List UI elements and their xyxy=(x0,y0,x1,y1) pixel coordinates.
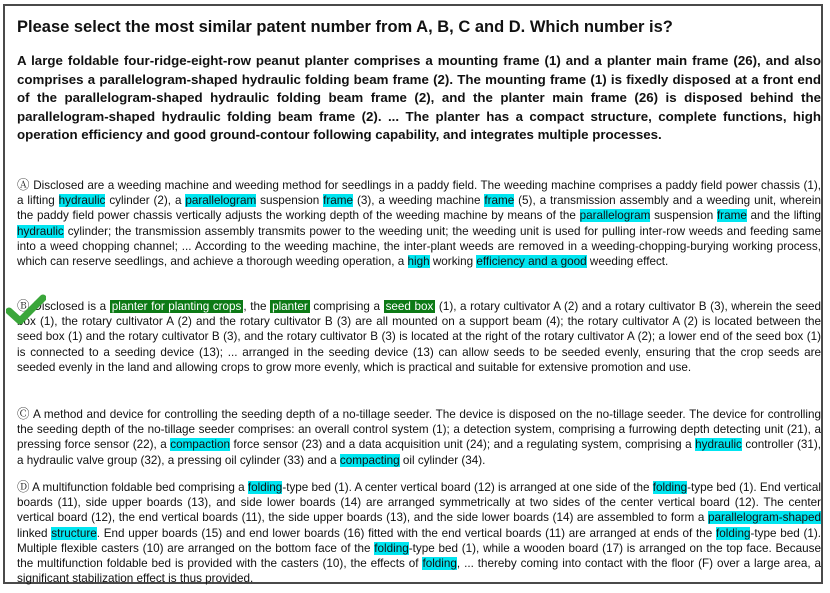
correct-answer-check-icon xyxy=(6,294,46,326)
option-a-letter: Ⓐ xyxy=(17,178,30,192)
option-b[interactable]: Ⓑ Disclosed is a planter for planting crops , the planter comprising a seed box (1), a rotary cultivator A (2) and a rotary cultivator B (3), wherein the seed box (1), the rotary cultivator A (2) and the rotary cultivator B (3) are all mounted on a support beam (4); the rotary cultivator A (2) is located between the seed box (1) and the rotary cultivator B (3), and the rotary cultivator B (3) is located at the right of the rotary cultivator A (2); a lower end of the seed box (1) is connected to a seeding device (13); ... arranged in the seeding device (13) can allow seeds to be seeded evenly, ensuring that the crop seeds are seeded evenly in the land and allowing crops to grow more evenly, which is practical and suitable for extensive promotion and use. xyxy=(17,299,821,374)
option-a[interactable]: Ⓐ Disclosed are a weeding machine and weeding method for seedlings in a paddy field. The weeding machine comprises a paddy field power chassis (1), a lifting hydraulic cylinder (2), a parallelogram suspension frame (3), a weeding machine frame (5), a transmission assembly and a weeding unit, wherein the paddy field power chassis vertically adjusts the working depth of the weeding machine by means of the parallelogram suspension frame and the lifting hydraulic cylinder; the transmission assembly transmits power to the weeding unit; the weeding unit is used for pulling inter-row weeds and feeding same into a weed chopping channel; ... According to the weeding machine, the inter-plant weeds are removed in a weeding-chopping-burying working process, which can reserve seedlings, and achieve a thorough weeding operation, a high working efficiency and a good weeding effect. xyxy=(17,178,822,269)
option-d-letter: Ⓓ xyxy=(17,480,30,494)
option-c-letter: Ⓒ xyxy=(17,407,30,421)
option-d[interactable]: Ⓓ A multifunction foldable bed comprising a folding-type bed (1). A center vertical board (12) is arranged at one side of the folding-type bed (1). End vertical boards (11), side upper boards (13), and side lower boards (14) are arranged symmetrically at two sides of the center vertical board (12). The center vertical board (12), the end vertical boards (11), the side upper boards (13), and the side lower boards (14) are assembled to form a parallelogram-shaped linked structure. End upper boards (15) and end lower boards (16) fitted with the end vertical boards (11) are arranged at ends of the folding-type bed (1). Multiple flexible casters (10) are arranged on the bottom face of the folding-type bed (1), while a wooden board (17) is arranged on the top face. Because the multifunction foldable bed is provided with the casters (10), the effects of folding, ... thereby coming into contact with the floor (F) over a large area, a significant stabilization effect is thus provided. xyxy=(17,480,821,586)
question-card xyxy=(3,4,823,584)
page-title: Please select the most similar patent number from A, B, C and D. Which number is? xyxy=(17,18,673,36)
query-patent-abstract: A large foldable four-ridge-eight-row peanut planter comprises a mounting frame (1) and a planter main frame (26), and also comprises a parallelogram-shaped hydraulic folding beam frame (2). The mounting frame (1) is fixedly disposed at a front end of the parallelogram-shaped hydraulic folding beam frame (2), and the planter main frame (26) is disposed behind the parallelogram-shaped hydraulic folding beam frame (2). ... The planter has a compact structure, complete functions, high operation efficiency and good ground-contour following capability, and integrates multiple processes. xyxy=(17,53,821,143)
option-c[interactable]: Ⓒ A method and device for controlling the seeding depth of a no-tillage seeder. The device is disposed on the no-tillage seeder. The device for controlling the seeding depth of the no-tillage seeder comprises: an overall control system (1); a detection system, comprising a furrowing depth detecting unit (21), a pressing force sensor (22), a compaction force sensor (23) and a data acquisition unit (24); and a regulating system, comprising a hydraulic controller (31), a hydraulic valve group (32), a pressing oil cylinder (33) and a compacting oil cylinder (34). xyxy=(17,407,821,467)
option-b-letter: Ⓑ xyxy=(17,299,30,313)
